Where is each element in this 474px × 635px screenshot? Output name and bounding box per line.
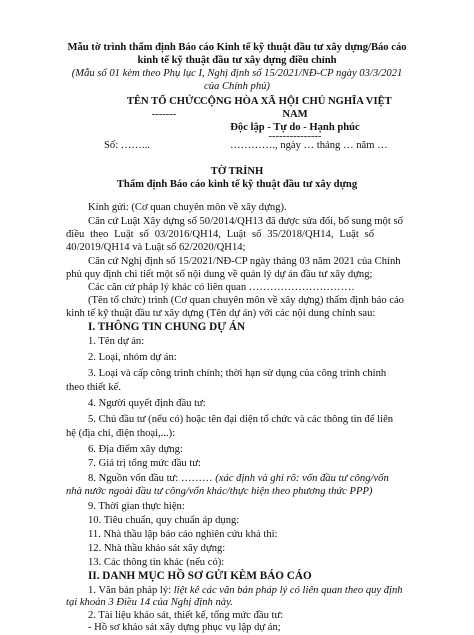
section-1-item-5-line2: hệ (địa chỉ, điện thoại,...): (66, 428, 176, 439)
section-1-item-1: 1. Tên dự án: (88, 336, 145, 347)
legal-basis-2-line2: phủ quy định chi tiết một số nội dung về quản lý dự án đầu tư xây dựng; (66, 269, 373, 280)
org-rule: ------- (151, 109, 177, 120)
doc-date: …………., ngày … tháng … năm … (230, 140, 388, 151)
section-2-item-1-line1 (88, 585, 403, 598)
doc-subheading-line1: (Mẫu số 01 kèm theo Phụ lục I, Nghị định số 15/2021/NĐ-CP ngày 03/3/2021 (71, 68, 403, 79)
section-2-item-1-line2: tại khoản 3 Điều 14 của Nghị định này. (66, 597, 233, 608)
section-1-item-2: 2. Loại, nhóm dự án: (88, 352, 177, 363)
doc-heading-line2: kinh tế kỹ thuật đầu tư xây dựng điều chỉnh (137, 55, 337, 66)
intro-line1: (Tên tổ chức) trình (Cơ quan chuyên môn về xây dựng) thẩm định báo cáo (88, 295, 404, 306)
section-1-item-7: 7. Giá trị tổng mức đầu tư: (88, 458, 201, 469)
section-1-item-11: 11. Nhà thầu lập báo cáo nghiên cứu khả thi: (88, 529, 278, 540)
section-1-item-5-line1: 5. Chủ đầu tư (nếu có) hoặc tên đại diện tổ chức và các thông tin để liên (88, 414, 394, 425)
legal-basis-3: Các căn cứ pháp lý khác có liên quan ………………………… (88, 282, 355, 293)
funding-label: 8. Nguồn vốn đầu tư: ……… (88, 473, 216, 484)
nation-motto: Độc lập - Tự do - Hạnh phúc (230, 122, 360, 133)
legal-basis-1-line1: Căn cứ Luật Xây dựng số 50/2014/QH13 đã được sửa đổi, bổ sung một số (88, 216, 403, 227)
nation-name-line2: NAM (282, 109, 308, 120)
legal-basis-1-line2: điều theo Luật số 03/2016/QH14, Luật số 35/2018/QH14, Luật số (66, 229, 375, 240)
legal-docs-note: liệt kê các văn bản pháp lý có liên quan theo quy định (173, 585, 403, 596)
doc-title: TỜ TRÌNH (210, 166, 264, 177)
section-1-item-3-line1: 3. Loại và cấp công trình chính; thời hạn sử dụng của công trình chính (88, 368, 387, 379)
funding-note: (xác định và ghi rõ: vốn đầu tư công/vốn (215, 473, 389, 484)
section-1-item-4: 4. Người quyết định đầu tư: (88, 398, 206, 409)
section-2-item-2-sub: - Hồ sơ khảo sát xây dựng phục vụ lập dự án; (88, 622, 281, 633)
section-2-item-2: 2. Tài liệu khảo sát, thiết kế, tổng mức đầu tư: (88, 610, 284, 621)
section-1-item-12: 12. Nhà thầu khảo sát xây dựng: (88, 543, 226, 554)
nation-rule: --------------- (268, 131, 322, 142)
intro-line2: kinh tế kỹ thuật đầu tư xây dựng (Tên dự án) với các nội dung chính sau: (66, 308, 376, 319)
section-1-item-3-line2: theo thiết kế. (66, 382, 122, 393)
section-1-item-13: 13. Các thông tin khác (nếu có): (88, 557, 225, 568)
recipient-line: Kính gửi: (Cơ quan chuyên môn về xây dựng). (88, 202, 287, 213)
section-1-item-6: 6. Địa điểm xây dựng: (88, 444, 183, 455)
org-name: TÊN TỔ CHỨC (126, 96, 202, 107)
doc-number: Số: ……... (104, 140, 150, 151)
legal-basis-2-line1: Căn cứ Nghị định số 15/2021/NĐ-CP ngày tháng 03 năm 2021 của Chính (88, 256, 401, 267)
legal-docs-label: 1. Văn bản pháp lý: (88, 585, 174, 596)
section-1-item-8-line2: nhà nước ngoài đầu tư công/vốn khác/thực hiện theo phương thức PPP) (66, 486, 373, 497)
section-1-item-9: 9. Thời gian thực hiện: (88, 501, 185, 512)
section-1-item-8-line1 (88, 473, 389, 486)
doc-subject: Thẩm định Báo cáo kinh tế kỹ thuật đầu tư xây dựng (116, 179, 358, 190)
section-2-heading: II. DANH MỤC HỒ SƠ GỬI KÈM BÁO CÁO (88, 570, 312, 582)
section-1-heading: I. THÔNG TIN CHUNG DỰ ÁN (88, 321, 246, 333)
section-1-item-10: 10. Tiêu chuẩn, quy chuẩn áp dụng: (88, 515, 240, 526)
doc-subheading-line2: của Chính phủ) (204, 81, 270, 92)
nation-name-line1: CỘNG HÒA XÃ HỘI CHỦ NGHĨA VIỆT (200, 96, 392, 107)
doc-heading-line1: Mẫu tờ trình thẩm định Báo cáo Kinh tế kỹ thuật đầu tư xây dựng/Báo cáo (67, 42, 407, 53)
legal-basis-1-line3: 40/2019/QH14 và Luật số 62/2020/QH14; (66, 242, 246, 253)
